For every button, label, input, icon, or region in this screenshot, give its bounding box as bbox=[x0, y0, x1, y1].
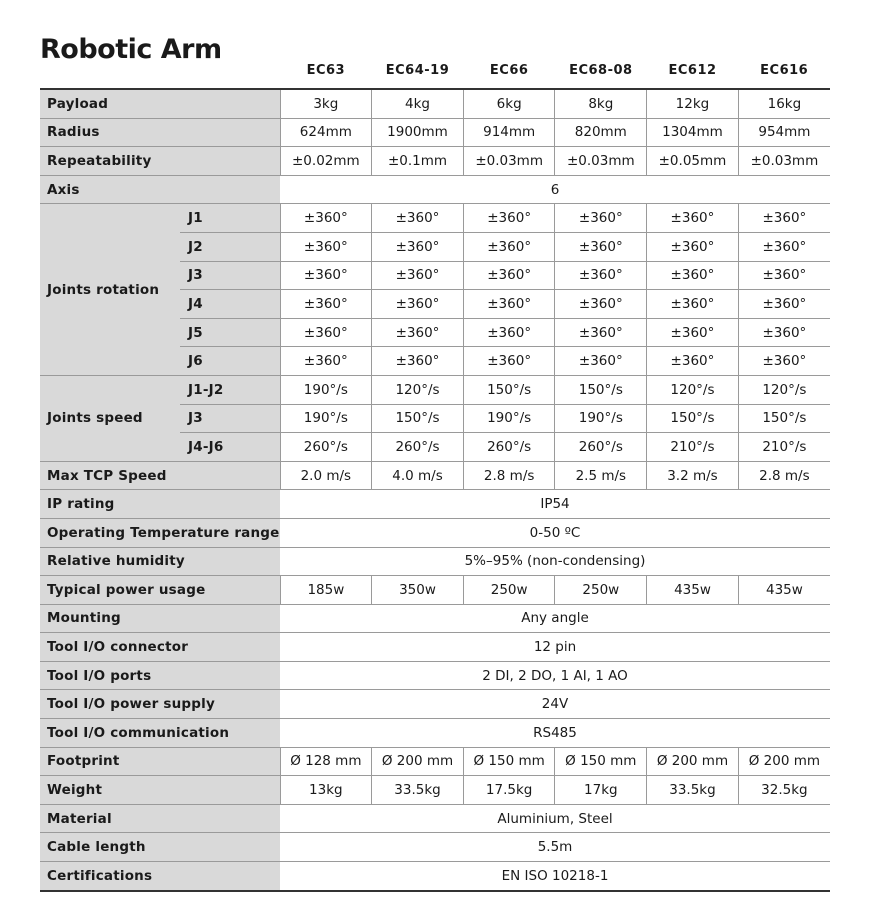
weight-value-ec616: 32.5kg bbox=[738, 776, 830, 805]
joints_rotation-value-ec616: ±360° bbox=[738, 232, 830, 261]
certifications-label: Certifications bbox=[40, 862, 280, 891]
row-relative_humidity bbox=[40, 547, 830, 576]
row-weight bbox=[40, 776, 830, 805]
spec-table-body bbox=[40, 90, 830, 891]
joints_rotation-value-ec64-19: ±360° bbox=[372, 347, 464, 376]
model-header-ec63: EC63 bbox=[306, 63, 346, 78]
joints_rotation-value-ec68-08: ±360° bbox=[555, 290, 647, 319]
footprint-value-ec63: Ø 128 mm bbox=[280, 747, 372, 776]
joints_rotation-value-ec616: ±360° bbox=[738, 261, 830, 290]
weight-value-ec68-08: 17kg bbox=[555, 776, 647, 805]
typical_power-value-ec612: 435w bbox=[647, 576, 739, 605]
row-joints_rotation-0 bbox=[40, 204, 830, 233]
weight-value-ec66: 17.5kg bbox=[463, 776, 555, 805]
row-footprint bbox=[40, 747, 830, 776]
tool_io_power-value: 24V bbox=[280, 690, 830, 719]
radius-value-ec616: 954mm bbox=[738, 118, 830, 147]
row-ip_rating bbox=[40, 490, 830, 519]
typical_power-value-ec68-08: 250w bbox=[555, 576, 647, 605]
repeatability-value-ec64-19: ±0.1mm bbox=[372, 147, 464, 176]
joints_speed-value-ec616: 120°/s bbox=[738, 375, 830, 404]
row-certifications bbox=[40, 862, 830, 891]
ip_rating-value: IP54 bbox=[280, 490, 830, 519]
row-joints_speed-0 bbox=[40, 375, 830, 404]
payload-label: Payload bbox=[40, 90, 280, 118]
cable_length-value: 5.5m bbox=[280, 833, 830, 862]
joints_rotation-value-ec612: ±360° bbox=[647, 318, 739, 347]
repeatability-label: Repeatability bbox=[40, 147, 280, 176]
model-header-ec64-19: EC64-19 bbox=[385, 63, 450, 78]
joints_rotation-value-ec612: ±360° bbox=[647, 232, 739, 261]
radius-value-ec63: 624mm bbox=[280, 118, 372, 147]
joints_rotation-value-ec612: ±360° bbox=[647, 290, 739, 319]
joints_rotation-value-ec66: ±360° bbox=[463, 204, 555, 233]
row-payload bbox=[40, 90, 830, 118]
page-title: Robotic Arm bbox=[40, 34, 222, 65]
weight-value-ec612: 33.5kg bbox=[647, 776, 739, 805]
joints_rotation-value-ec63: ±360° bbox=[280, 290, 372, 319]
certifications-value: EN ISO 10218-1 bbox=[280, 862, 830, 891]
joints_rotation-value-ec64-19: ±360° bbox=[372, 232, 464, 261]
row-tool_io_comm bbox=[40, 719, 830, 748]
axis-value: 6 bbox=[280, 175, 830, 204]
footprint-value-ec612: Ø 200 mm bbox=[647, 747, 739, 776]
typical_power-value-ec64-19: 350w bbox=[372, 576, 464, 605]
joints_speed-value-ec616: 210°/s bbox=[738, 433, 830, 462]
model-header-ec616: EC616 bbox=[760, 63, 809, 78]
joints_rotation-value-ec616: ±360° bbox=[738, 347, 830, 376]
weight-label: Weight bbox=[40, 776, 280, 805]
row-tool_io_power bbox=[40, 690, 830, 719]
tool_io_comm-value: RS485 bbox=[280, 719, 830, 748]
max_tcp_speed-value-ec616: 2.8 m/s bbox=[738, 461, 830, 490]
joints_speed-value-ec66: 150°/s bbox=[463, 375, 555, 404]
joints_speed-value-ec612: 210°/s bbox=[647, 433, 739, 462]
axis-label: Axis bbox=[40, 175, 280, 204]
radius-value-ec66: 914mm bbox=[463, 118, 555, 147]
joints_rotation-value-ec616: ±360° bbox=[738, 290, 830, 319]
joints_rotation-joint-label: J1 bbox=[180, 204, 280, 233]
footprint-label: Footprint bbox=[40, 747, 280, 776]
ip_rating-label: IP rating bbox=[40, 490, 280, 519]
typical_power-value-ec63: 185w bbox=[280, 576, 372, 605]
joints_speed-value-ec64-19: 150°/s bbox=[372, 404, 464, 433]
joints_rotation-value-ec612: ±360° bbox=[647, 261, 739, 290]
model-header-ec68-08: EC68-08 bbox=[569, 63, 633, 78]
joints_rotation-joint-label: J6 bbox=[180, 347, 280, 376]
joints_rotation-value-ec63: ±360° bbox=[280, 347, 372, 376]
operating_temperature-value: 0-50 ºC bbox=[280, 518, 830, 547]
row-max_tcp_speed bbox=[40, 461, 830, 490]
repeatability-value-ec63: ±0.02mm bbox=[280, 147, 372, 176]
typical_power-label: Typical power usage bbox=[40, 576, 280, 605]
joints_rotation-value-ec64-19: ±360° bbox=[372, 290, 464, 319]
max_tcp_speed-value-ec63: 2.0 m/s bbox=[280, 461, 372, 490]
tool_io_connector-value: 12 pin bbox=[280, 633, 830, 662]
row-axis bbox=[40, 175, 830, 204]
joints_rotation-value-ec66: ±360° bbox=[463, 318, 555, 347]
joints_speed-value-ec612: 150°/s bbox=[647, 404, 739, 433]
payload-value-ec612: 12kg bbox=[647, 90, 739, 118]
joints_rotation-value-ec66: ±360° bbox=[463, 290, 555, 319]
joints_speed-label: Joints speed bbox=[40, 375, 180, 461]
footprint-value-ec66: Ø 150 mm bbox=[463, 747, 555, 776]
footprint-value-ec68-08: Ø 150 mm bbox=[555, 747, 647, 776]
joints_speed-value-ec66: 260°/s bbox=[463, 433, 555, 462]
footprint-value-ec64-19: Ø 200 mm bbox=[372, 747, 464, 776]
joints_rotation-value-ec68-08: ±360° bbox=[555, 318, 647, 347]
row-mounting bbox=[40, 604, 830, 633]
row-radius bbox=[40, 118, 830, 147]
joints_rotation-value-ec68-08: ±360° bbox=[555, 347, 647, 376]
joints_rotation-value-ec66: ±360° bbox=[463, 261, 555, 290]
joints_rotation-joint-label: J5 bbox=[180, 318, 280, 347]
joints_rotation-value-ec612: ±360° bbox=[647, 204, 739, 233]
max_tcp_speed-value-ec68-08: 2.5 m/s bbox=[555, 461, 647, 490]
model-header-ec66: EC66 bbox=[489, 63, 529, 78]
max_tcp_speed-value-ec66: 2.8 m/s bbox=[463, 461, 555, 490]
joints_rotation-value-ec64-19: ±360° bbox=[372, 261, 464, 290]
joints_rotation-value-ec68-08: ±360° bbox=[555, 204, 647, 233]
joints_speed-value-ec64-19: 260°/s bbox=[372, 433, 464, 462]
repeatability-value-ec68-08: ±0.03mm bbox=[555, 147, 647, 176]
joints_rotation-value-ec63: ±360° bbox=[280, 232, 372, 261]
joints_speed-value-ec63: 190°/s bbox=[280, 404, 372, 433]
row-cable_length bbox=[40, 833, 830, 862]
joints_speed-value-ec63: 190°/s bbox=[280, 375, 372, 404]
radius-value-ec612: 1304mm bbox=[647, 118, 739, 147]
radius-value-ec68-08: 820mm bbox=[555, 118, 647, 147]
weight-value-ec63: 13kg bbox=[280, 776, 372, 805]
joints_rotation-value-ec616: ±360° bbox=[738, 318, 830, 347]
joints_rotation-value-ec66: ±360° bbox=[463, 347, 555, 376]
joints_rotation-joint-label: J4 bbox=[180, 290, 280, 319]
relative_humidity-label: Relative humidity bbox=[40, 547, 280, 576]
model-header-row bbox=[280, 58, 830, 84]
typical_power-value-ec616: 435w bbox=[738, 576, 830, 605]
model-header-ec612: EC612 bbox=[668, 63, 717, 78]
cable_length-label: Cable length bbox=[40, 833, 280, 862]
joints_rotation-value-ec616: ±360° bbox=[738, 204, 830, 233]
mounting-label: Mounting bbox=[40, 604, 280, 633]
joints_speed-value-ec612: 120°/s bbox=[647, 375, 739, 404]
footprint-value-ec616: Ø 200 mm bbox=[738, 747, 830, 776]
joints_rotation-joint-label: J2 bbox=[180, 232, 280, 261]
radius-value-ec64-19: 1900mm bbox=[372, 118, 464, 147]
joints_speed-value-ec68-08: 150°/s bbox=[555, 375, 647, 404]
joints_speed-value-ec64-19: 120°/s bbox=[372, 375, 464, 404]
row-repeatability bbox=[40, 147, 830, 176]
typical_power-value-ec66: 250w bbox=[463, 576, 555, 605]
payload-value-ec616: 16kg bbox=[738, 90, 830, 118]
material-value: Aluminium, Steel bbox=[280, 804, 830, 833]
payload-value-ec68-08: 8kg bbox=[555, 90, 647, 118]
joints_speed-joint-label: J3 bbox=[180, 404, 280, 433]
payload-value-ec63: 3kg bbox=[280, 90, 372, 118]
joints_rotation-value-ec66: ±360° bbox=[463, 232, 555, 261]
tool_io_ports-value: 2 DI, 2 DO, 1 AI, 1 AO bbox=[280, 661, 830, 690]
joints_speed-value-ec66: 190°/s bbox=[463, 404, 555, 433]
joints_speed-value-ec68-08: 260°/s bbox=[555, 433, 647, 462]
joints_rotation-joint-label: J3 bbox=[180, 261, 280, 290]
joints_rotation-value-ec63: ±360° bbox=[280, 261, 372, 290]
row-operating_temperature bbox=[40, 518, 830, 547]
tool_io_connector-label: Tool I/O connector bbox=[40, 633, 280, 662]
mounting-value: Any angle bbox=[280, 604, 830, 633]
joints_rotation-value-ec64-19: ±360° bbox=[372, 318, 464, 347]
material-label: Material bbox=[40, 804, 280, 833]
joints_rotation-value-ec63: ±360° bbox=[280, 204, 372, 233]
row-tool_io_connector bbox=[40, 633, 830, 662]
row-tool_io_ports bbox=[40, 661, 830, 690]
joints_speed-value-ec63: 260°/s bbox=[280, 433, 372, 462]
spec-table bbox=[40, 90, 830, 892]
joints_rotation-value-ec64-19: ±360° bbox=[372, 204, 464, 233]
joints_speed-value-ec616: 150°/s bbox=[738, 404, 830, 433]
weight-value-ec64-19: 33.5kg bbox=[372, 776, 464, 805]
row-material bbox=[40, 804, 830, 833]
joints_speed-value-ec68-08: 190°/s bbox=[555, 404, 647, 433]
row-typical_power bbox=[40, 576, 830, 605]
payload-value-ec66: 6kg bbox=[463, 90, 555, 118]
joints_rotation-value-ec612: ±360° bbox=[647, 347, 739, 376]
relative_humidity-value: 5%–95% (non-condensing) bbox=[280, 547, 830, 576]
max_tcp_speed-value-ec64-19: 4.0 m/s bbox=[372, 461, 464, 490]
joints_speed-joint-label: J4-J6 bbox=[180, 433, 280, 462]
joints_rotation-value-ec68-08: ±360° bbox=[555, 232, 647, 261]
joints_rotation-value-ec63: ±360° bbox=[280, 318, 372, 347]
radius-label: Radius bbox=[40, 118, 280, 147]
tool_io_ports-label: Tool I/O ports bbox=[40, 661, 280, 690]
repeatability-value-ec612: ±0.05mm bbox=[647, 147, 739, 176]
joints_speed-joint-label: J1-J2 bbox=[180, 375, 280, 404]
repeatability-value-ec616: ±0.03mm bbox=[738, 147, 830, 176]
payload-value-ec64-19: 4kg bbox=[372, 90, 464, 118]
max_tcp_speed-label: Max TCP Speed bbox=[40, 461, 280, 490]
tool_io_power-label: Tool I/O power supply bbox=[40, 690, 280, 719]
max_tcp_speed-value-ec612: 3.2 m/s bbox=[647, 461, 739, 490]
repeatability-value-ec66: ±0.03mm bbox=[463, 147, 555, 176]
tool_io_comm-label: Tool I/O communication bbox=[40, 719, 280, 748]
operating_temperature-label: Operating Temperature range bbox=[40, 518, 280, 547]
joints_rotation-value-ec68-08: ±360° bbox=[555, 261, 647, 290]
joints_rotation-label: Joints rotation bbox=[40, 204, 180, 376]
